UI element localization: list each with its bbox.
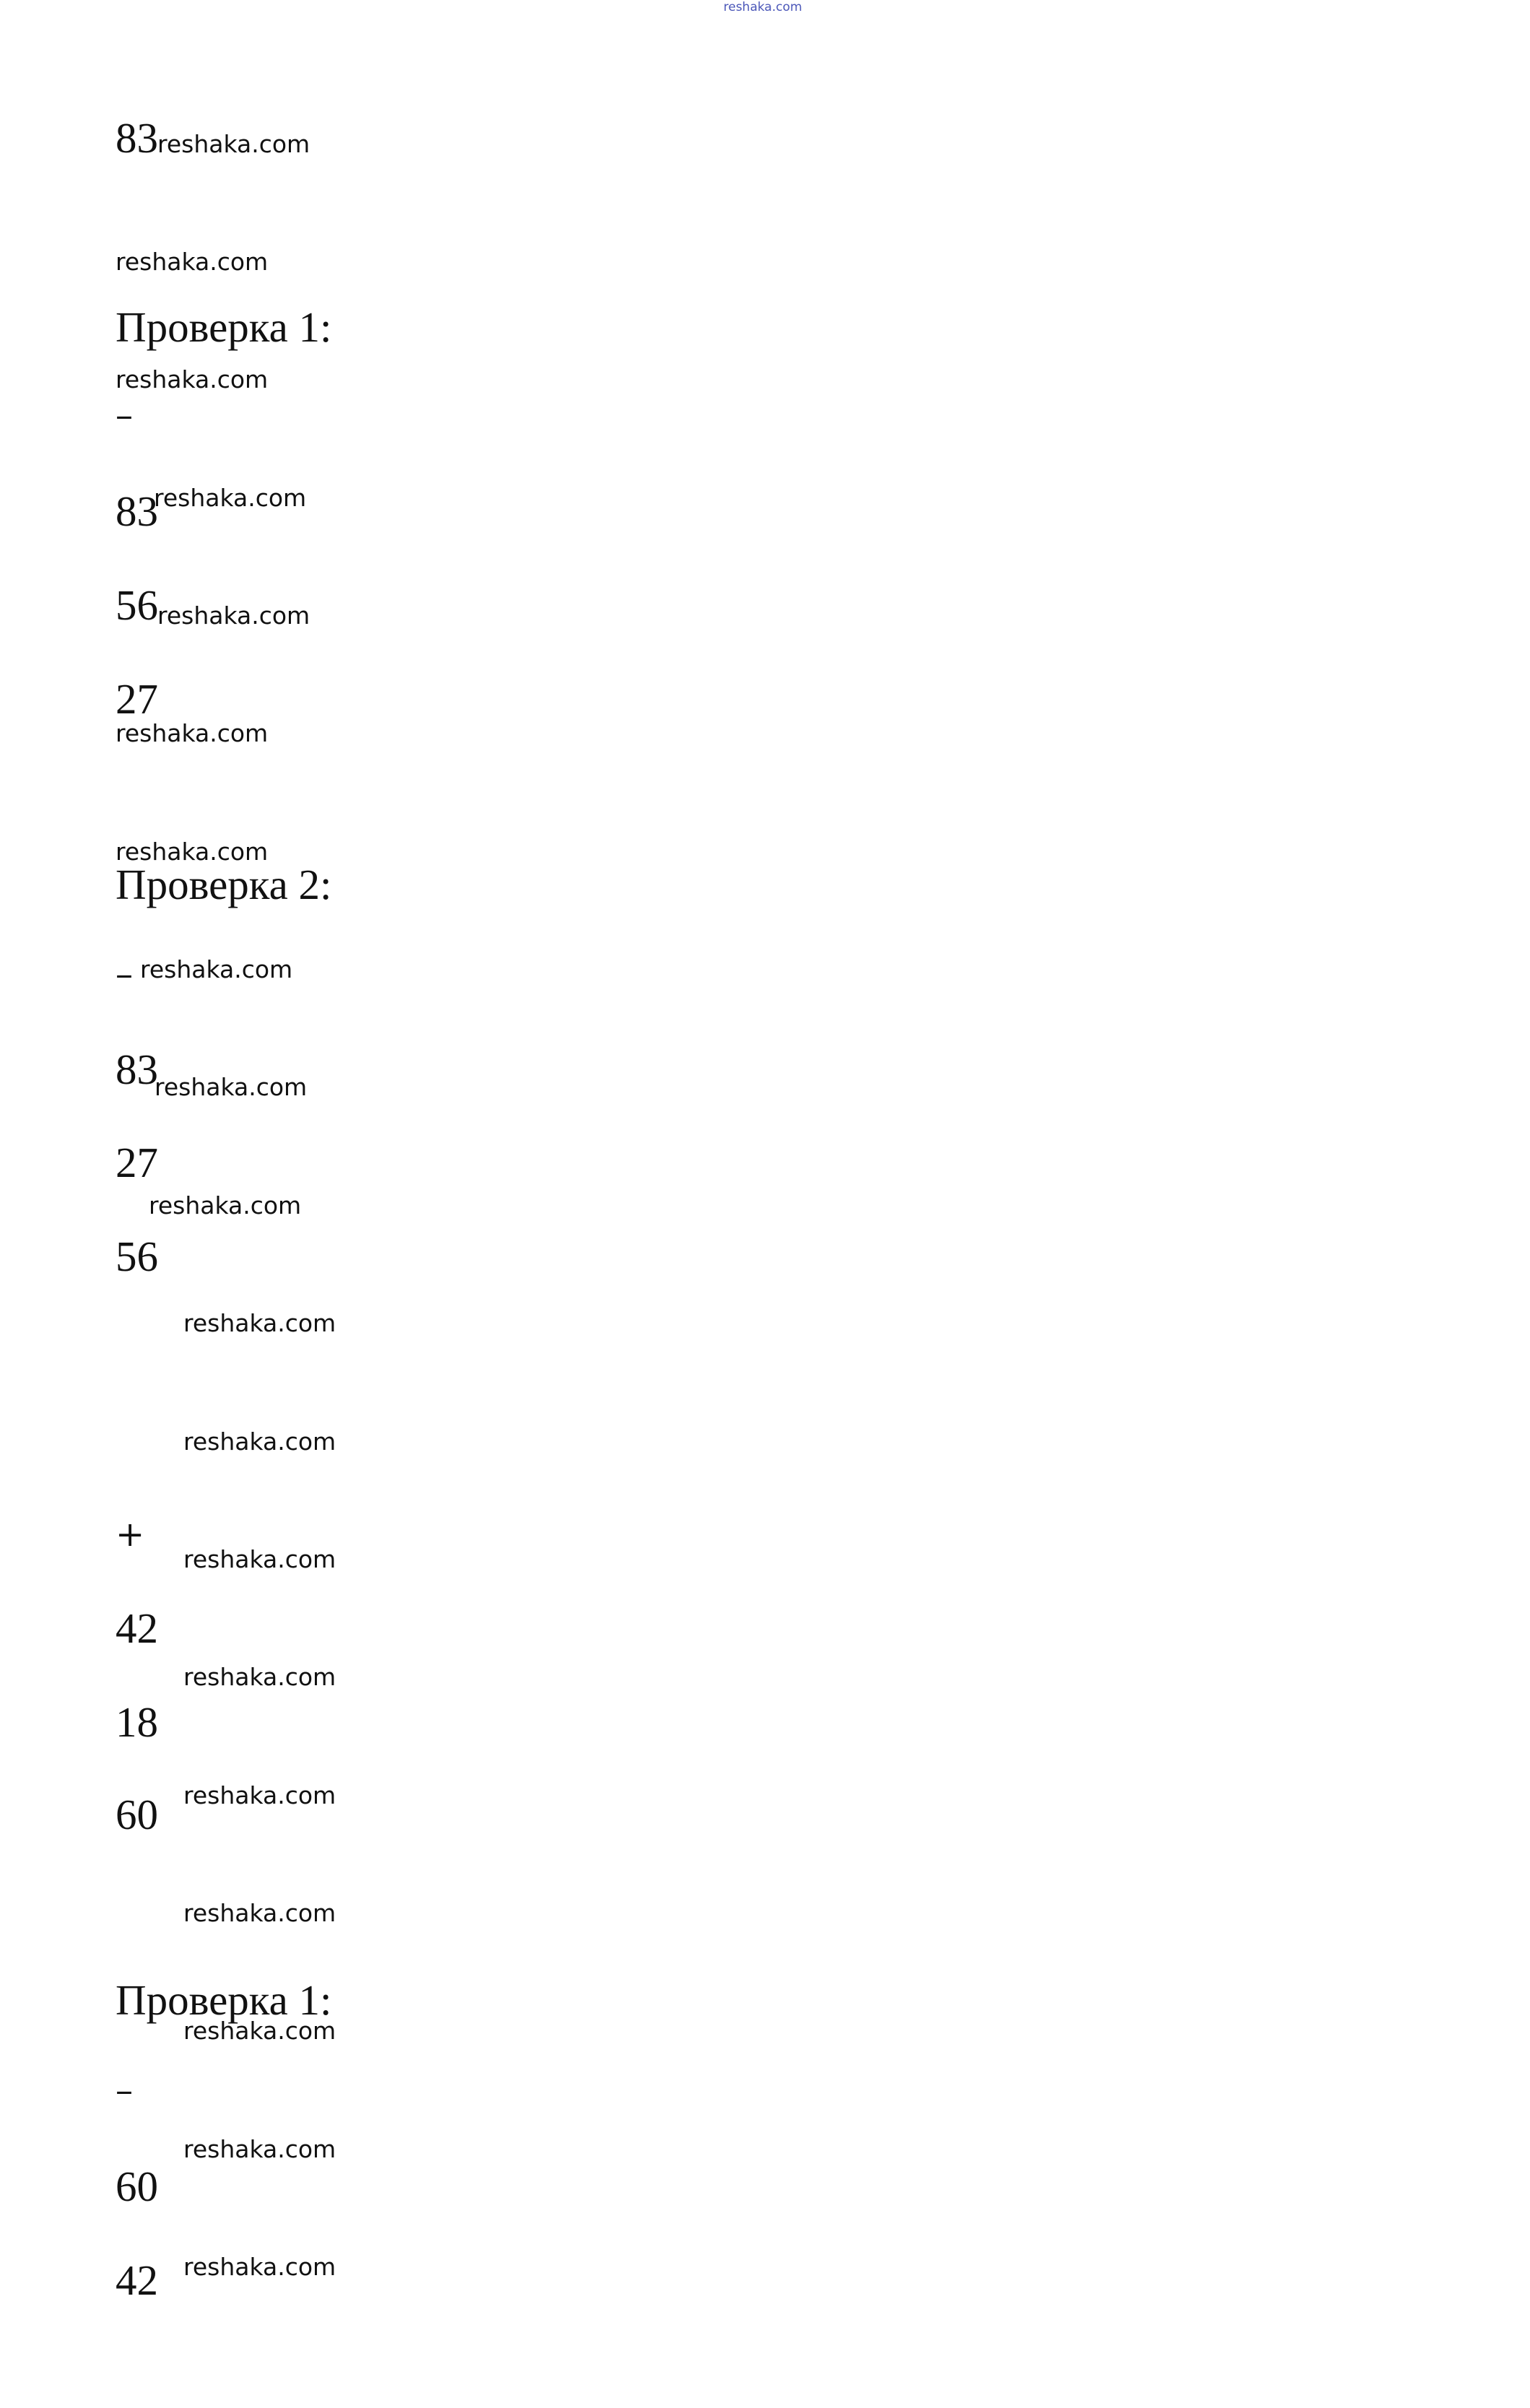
watermark: reshaka.com (183, 1545, 336, 1573)
plus-sign: + (116, 1514, 145, 1555)
check-heading-1: Проверка 1: (116, 1976, 332, 2024)
watermark: reshaka.com (116, 838, 269, 866)
watermark: reshaka.com (149, 1191, 302, 1220)
check-heading-1: Проверка 1: (116, 303, 332, 351)
number-18: 18 (116, 1698, 158, 1746)
minus-sign: – (116, 954, 133, 994)
watermark: reshaka.com (183, 2253, 336, 2281)
watermark: reshaka.com (140, 955, 293, 983)
number-42: 42 (116, 1604, 158, 1652)
number-56: 56 (116, 1233, 158, 1280)
watermark: reshaka.com (116, 719, 269, 747)
number-56: 56 (116, 581, 158, 629)
watermark: reshaka.com (155, 1073, 308, 1101)
number-83: 83 (116, 1046, 158, 1093)
minus-sign: – (116, 2070, 133, 2111)
watermark: reshaka.com (183, 1781, 336, 1809)
number-83: 83 (116, 114, 158, 162)
check-heading-2: Проверка 2: (116, 861, 332, 908)
number-42: 42 (116, 2256, 158, 2304)
header-site-label: reshaka.com (723, 0, 802, 14)
watermark: reshaka.com (183, 1309, 336, 1337)
watermark: reshaka.com (154, 484, 307, 512)
watermark: reshaka.com (116, 365, 269, 394)
watermark: reshaka.com (183, 2135, 336, 2163)
watermark: reshaka.com (183, 2017, 336, 2045)
watermark: reshaka.com (116, 248, 269, 276)
number-60: 60 (116, 2163, 158, 2210)
number-60: 60 (116, 1791, 158, 1838)
watermark: reshaka.com (183, 1427, 336, 1456)
watermark: reshaka.com (157, 130, 310, 158)
minus-sign: – (116, 395, 133, 435)
number-27: 27 (116, 675, 158, 723)
number-27: 27 (116, 1139, 158, 1186)
watermark: reshaka.com (183, 1663, 336, 1691)
watermark: reshaka.com (183, 1899, 336, 1927)
number-83: 83 (116, 487, 158, 535)
watermark: reshaka.com (157, 601, 310, 630)
